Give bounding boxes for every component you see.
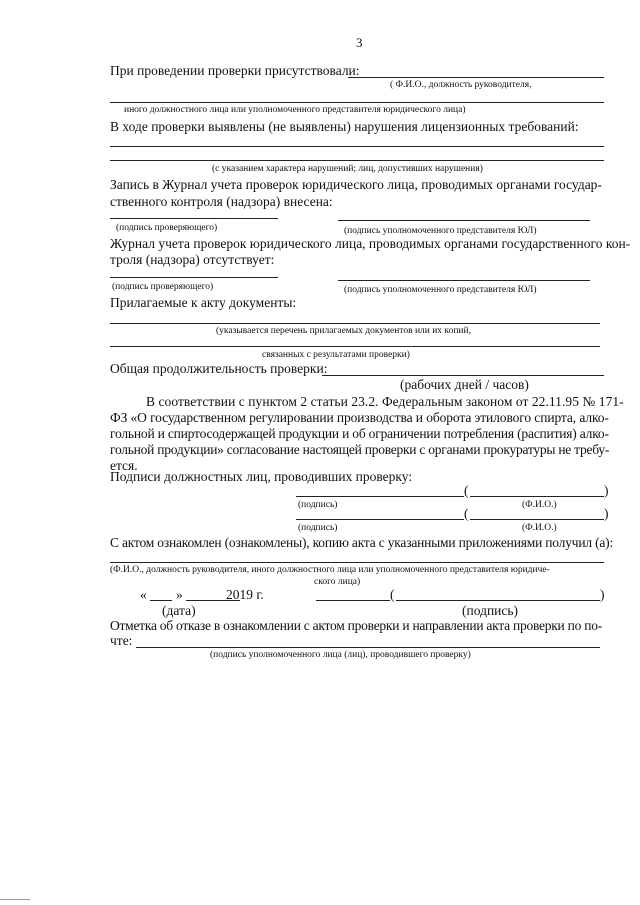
attachments-line-1 — [110, 323, 600, 324]
date-day-line — [150, 600, 172, 601]
attachments-label: Прилагаемые к акту документы: — [110, 295, 297, 310]
signature-line-1 — [296, 496, 464, 497]
journal-absent-inspector-sign: (подпись проверяющего) — [112, 282, 214, 292]
journal-entry-rep-sign: (подпись уполномоченного представителя ЮЛ) — [344, 226, 537, 236]
acquainted-fio-line — [396, 600, 600, 601]
signature-2-fio-label: (Ф.И.О.) — [522, 523, 557, 533]
fio-line-1 — [470, 496, 604, 497]
acquainted-open-paren: ( — [390, 587, 395, 602]
journal-entry-line-2: ственного контроля (надзора) внесена: — [110, 194, 333, 209]
acquainted-note-2: ского лица) — [314, 577, 361, 587]
date-close-quote: » — [176, 587, 183, 602]
signature-line-2 — [296, 519, 464, 520]
violations-line-1 — [110, 146, 604, 147]
violations-label: В ходе проверки выявлены (не выявлены) нарушения лицензионных требований: — [110, 119, 579, 134]
presence-label: При проведении проверки присутствовали: — [110, 63, 360, 78]
journal-entry-line-1: Запись в Журнал учета проверок юридического лица, проводимых органами государ- — [110, 177, 602, 192]
attachments-note-1: (указывается перечень прилагаемых документов или их копий, — [216, 326, 471, 336]
journal-absent-line-2: троля (надзора) отсутствует: — [110, 252, 275, 267]
presence-note-2: иного должностного лица или уполномоченного представителя юридического лица) — [124, 105, 466, 115]
law-paragraph-line-2: ФЗ «О государственном регулировании производства и оборота этилового спирта, алко- — [110, 410, 609, 425]
signature-1-fio-label: (Ф.И.О.) — [522, 500, 557, 510]
signature-2-close-paren: ) — [604, 506, 609, 521]
acquainted-close-paren: ) — [600, 587, 605, 602]
signature-1-close-paren: ) — [604, 483, 609, 498]
presence-line — [348, 77, 604, 78]
duration-line — [322, 375, 604, 376]
violations-line-2 — [110, 160, 604, 161]
presence-line-2 — [110, 102, 604, 103]
signature-1-sign-label: (подпись) — [298, 500, 338, 510]
duration-label: Общая продолжительность проверки: — [110, 361, 328, 376]
journal-absent-rep-sign: (подпись уполномоченного представителя ЮЛ) — [344, 285, 537, 295]
date-year: 2019 г. — [226, 587, 264, 602]
date-open-quote: « — [140, 587, 147, 602]
attachments-note-2: связанных с результатами проверки) — [262, 350, 410, 360]
journal-absent-line-1: Журнал учета проверок юридического лица, проводимых органами государственного кон- — [110, 236, 631, 251]
signature-1-open-paren: ( — [464, 483, 469, 498]
signature-2-sign-label: (подпись) — [298, 523, 338, 533]
law-paragraph-line-4: гольной продукции» согласование настоящей проверки с органами прокуратуры не требу- — [110, 442, 610, 457]
acquainted-note-1: (Ф.И.О., должность руководителя, иного должностного лица или уполномоченного представителя юридиче- — [110, 565, 550, 575]
law-paragraph-line-1: В соответствии с пунктом 2 статьи 23.2. Федеральным законом от 22.11.95 № 171- — [146, 394, 624, 409]
journal-entry-inspector-sign: (подпись проверяющего) — [116, 223, 218, 233]
page-number: 3 — [356, 35, 363, 50]
journal-entry-rep-line — [338, 220, 590, 221]
journal-entry-inspector-line — [110, 218, 278, 219]
refusal-line-1: Отметка об отказе в ознакомлении с актом проверки и направлении акта проверки по по- — [110, 618, 602, 633]
acquainted-line — [110, 562, 604, 563]
violations-note: (с указанием характера нарушений; лиц, допустивших нарушения) — [212, 164, 483, 174]
attachments-line-2 — [110, 346, 600, 347]
acquainted-sign-line — [316, 600, 390, 601]
journal-absent-rep-line — [338, 280, 590, 281]
footer-mark — [0, 899, 30, 900]
signatures-label: Подписи должностных лиц, проводивших проверку: — [110, 469, 413, 484]
law-paragraph-line-3: гольной и спиртосодержащей продукции и об ограничении потребления (распития) алко- — [110, 426, 609, 441]
law-paragraph-line-5: ется. — [110, 458, 138, 473]
fio-line-2 — [470, 519, 604, 520]
journal-absent-inspector-line — [110, 277, 278, 278]
acquainted-label: С актом ознакомлен (ознакомлены), копию акта с указанными приложениями получил (а): — [110, 535, 614, 550]
refusal-note: (подпись уполномоченного лица (лиц), проводившего проверку) — [210, 650, 471, 660]
refusal-line — [136, 647, 600, 648]
signature-2-open-paren: ( — [464, 506, 469, 521]
date-label: (дата) — [162, 603, 196, 618]
refusal-line-2: чте: — [110, 633, 133, 648]
presence-note-1: ( Ф.И.О., должность руководителя, — [390, 80, 532, 90]
duration-unit: (рабочих дней / часов) — [400, 377, 529, 392]
acquainted-sign-label: (подпись) — [462, 603, 519, 618]
